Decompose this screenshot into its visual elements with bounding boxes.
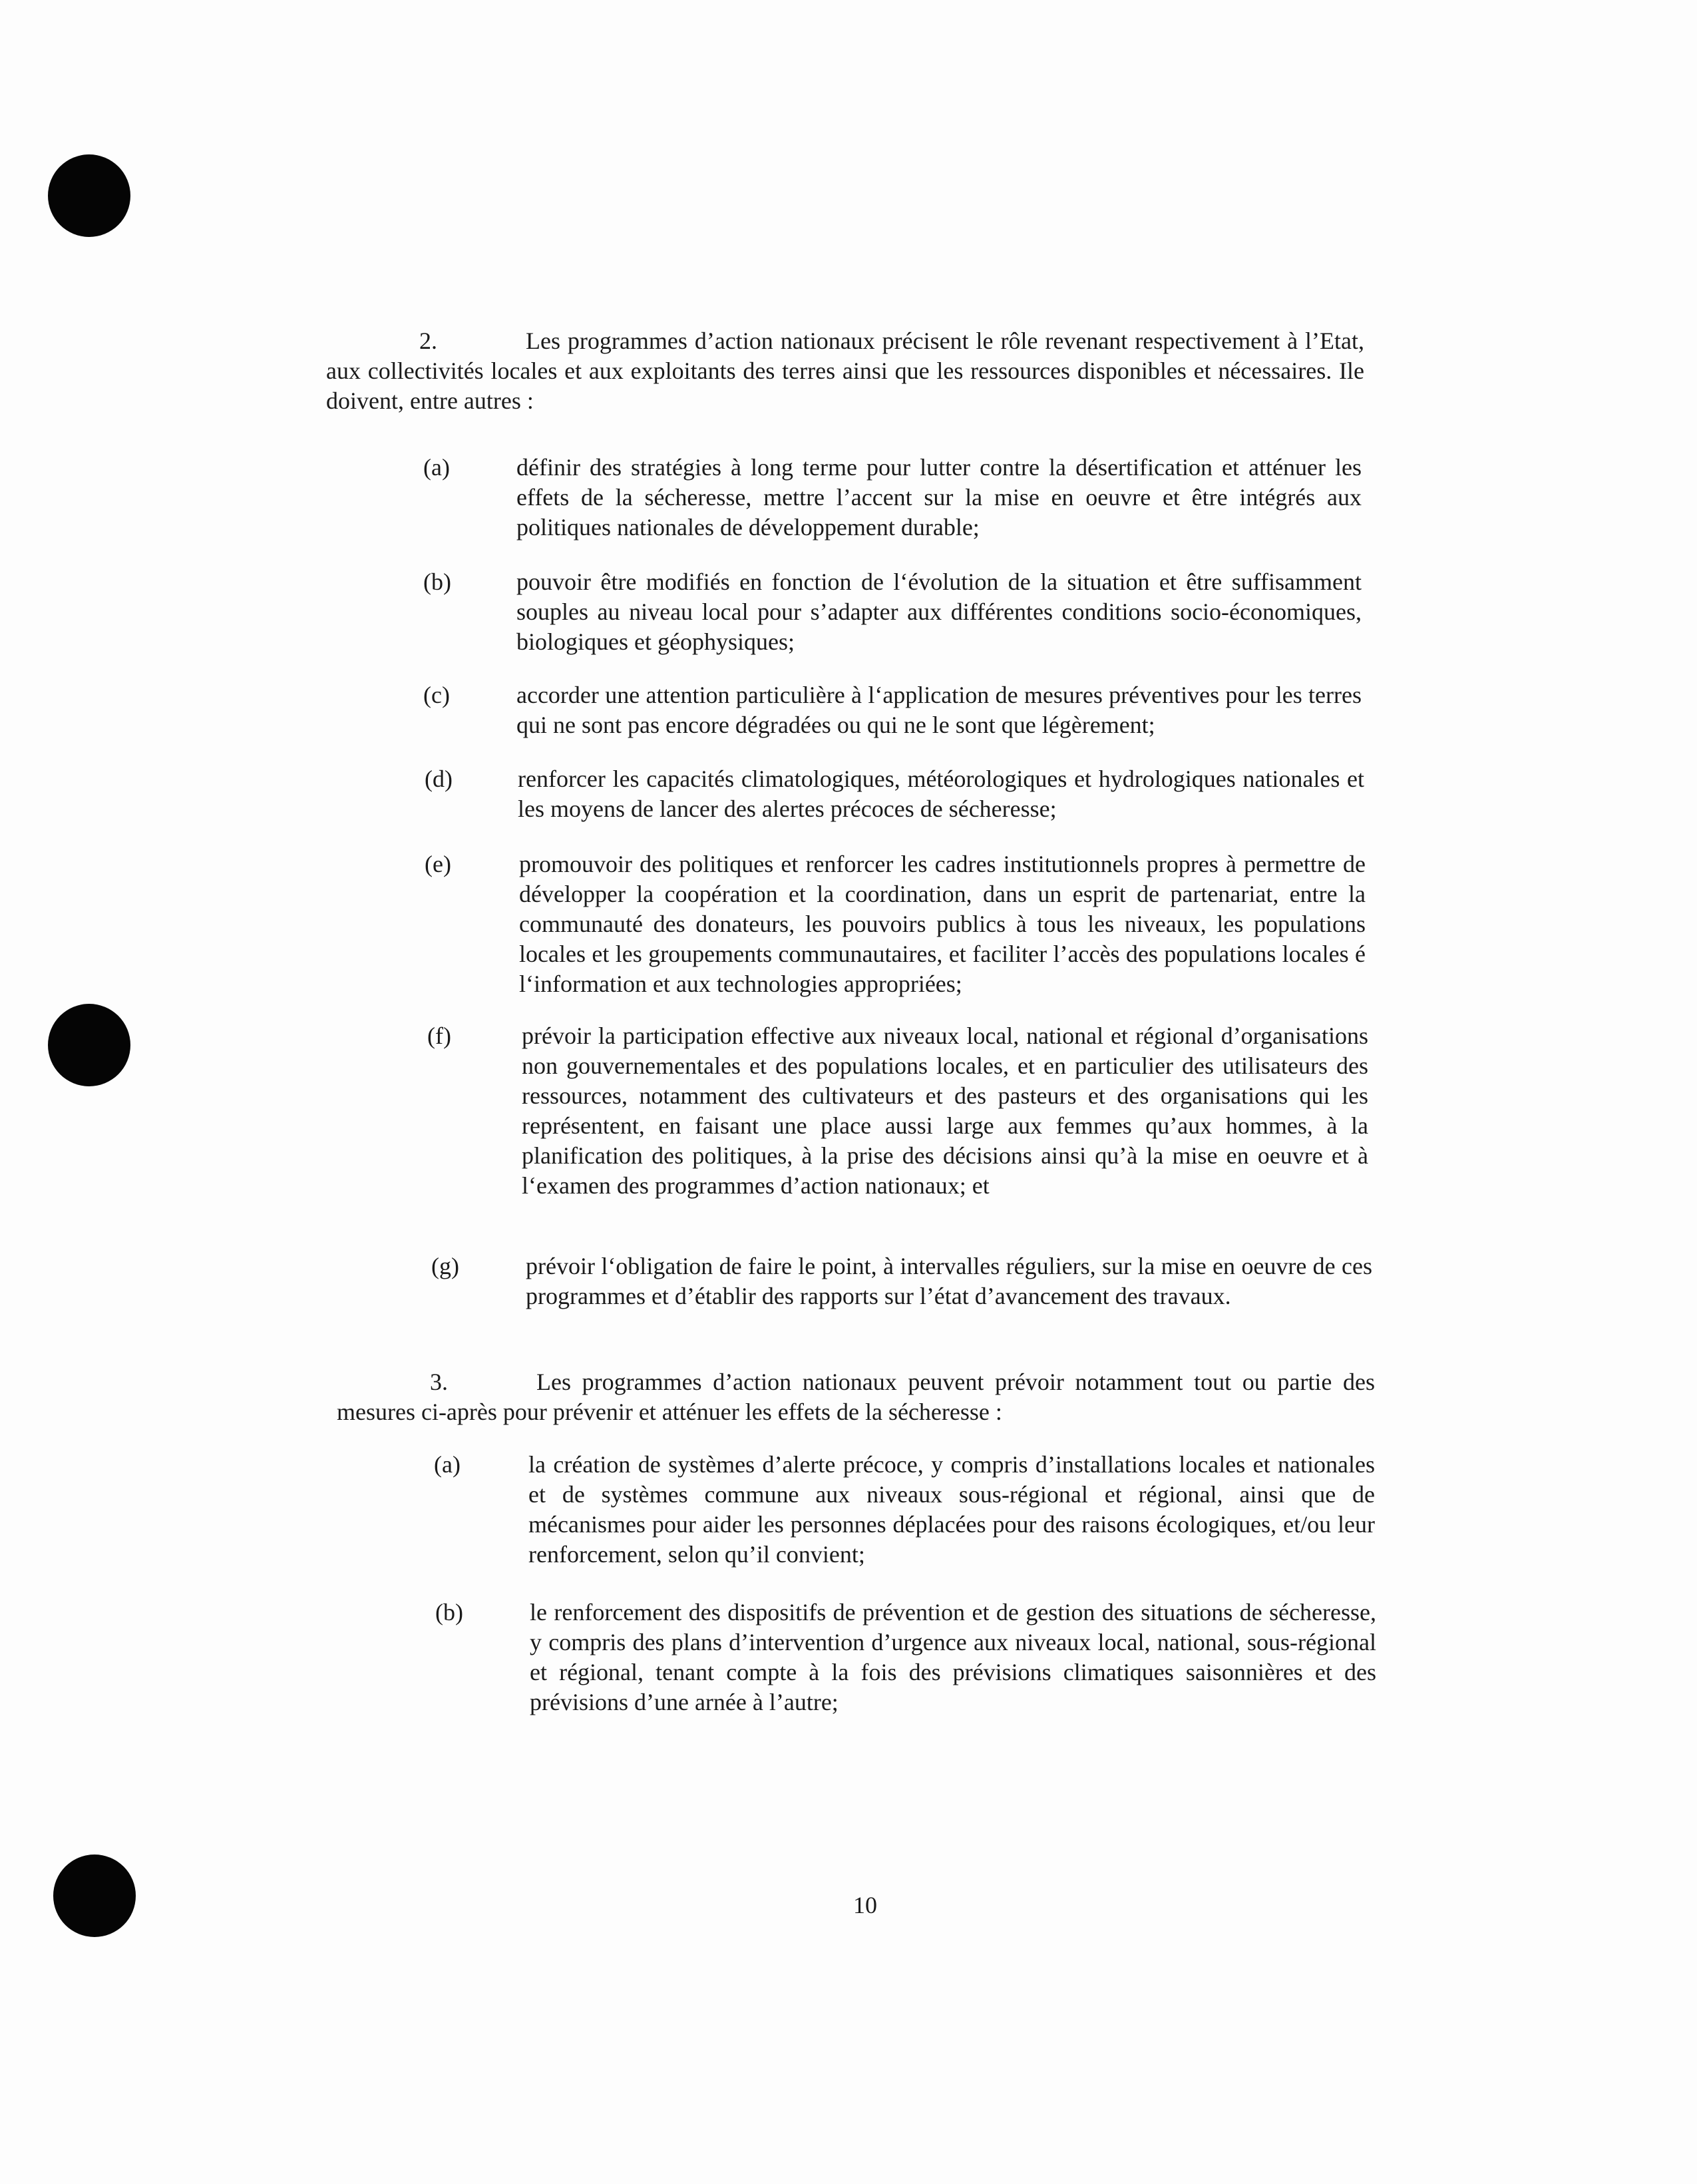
item-label: (b)	[423, 568, 451, 595]
punch-hole-top	[48, 154, 130, 237]
item-label: (g)	[431, 1253, 459, 1279]
item-text: renforcer les capacités climatologiques, météorologiques et hydrologiques nationales et les moyens de lancer des alertes précoces de sécheresse;	[518, 765, 1364, 822]
item-text: prévoir la participation effective aux niveaux local, national et régional d’organisations non gouvernementales et des populations locales, et en particulier des utilisateurs des ressources, notamment des cultivateurs et des pasteurs et des organisations qui les représentent, en faisant une place aussi large aux femmes qu’aux hommes, à la planification des politiques, à la prise des décisions ainsi qu’à la mise en oeuvre et à l‘examen des programmes d’action nationaux; et	[522, 1022, 1368, 1199]
item-label: (b)	[435, 1599, 463, 1626]
item-text: accorder une attention particulière à l‘application de mesures préventives pour les terres qui ne sont pas encore dégradées ou qui ne le sont que légèrement;	[516, 682, 1362, 738]
punch-hole-middle	[48, 1004, 130, 1086]
item-text: définir des stratégies à long terme pour lutter contre la désertification et atténuer les effets de la sécheresse, mettre l’accent sur la mise en oeuvre et être intégrés aux politiques nationales de développement durable;	[516, 454, 1362, 541]
paragraph-text: Les programmes d’action nationaux peuvent prévoir notamment tout ou partie des mesures ci-après pour prévenir et atténuer les effets de la sécheresse :	[337, 1369, 1375, 1425]
item-text: promouvoir des politiques et renforcer les cadres institutionnels propres à permettre de développer la coopération et la coordination, dans un esprit de partenariat, entre la communauté des donateurs, les pouvoirs publics à tous les niveaux, les populations locales et les groupements communautaires, et faciliter l’accès des populations locales é l‘information et aux technologies appropriées;	[519, 851, 1366, 997]
item-label: (a)	[423, 454, 450, 481]
item-text: prévoir l‘obligation de faire le point, à intervalles réguliers, sur la mise en oeuvre de ces programmes et d’établir des rapports sur l’état d’avancement des travaux.	[526, 1253, 1372, 1309]
item-label: (a)	[434, 1451, 461, 1478]
item-label: (c)	[423, 682, 450, 708]
paragraph-number: 2.	[419, 328, 437, 354]
item-label: (d)	[425, 765, 453, 792]
paragraph-2	[326, 326, 1364, 416]
item-text: pouvoir être modifiés en fonction de l‘évolution de la situation et être suffisamment souples au niveau local pour s’adapter aux différentes conditions socio-économiques, biologiques et géophysiques;	[516, 568, 1362, 655]
punch-hole-bottom	[53, 1855, 136, 1937]
item-text: la création de systèmes d’alerte précoce, y compris d’installations locales et nationales et de systèmes commune aux niveaux sous-régional et régional, ainsi que de mécanismes pour aider les personnes déplacées pour des raisons écologiques, et/ou leur renforcement, selon qu’il convient;	[528, 1451, 1375, 1568]
page-number: 10	[853, 1892, 877, 1918]
paragraph-text: Les programmes d’action nationaux précisent le rôle revenant respectivement à l’Etat, aux collectivités locales et aux exploitants des terres ainsi que les ressources disponibles et nécessaires. Ile doivent, entre autres :	[326, 328, 1364, 414]
item-text: le renforcement des dispositifs de prévention et de gestion des situations de sécheresse, y compris des plans d’intervention d’urgence aux niveaux local, national, sous-régional et régional, tenant compte à la fois des prévisions climatiques saisonnières et des prévisions d’une arnée à l’autre;	[530, 1599, 1376, 1715]
item-label: (f)	[427, 1022, 451, 1049]
paragraph-number: 3.	[430, 1369, 448, 1395]
paragraph-3	[337, 1367, 1375, 1427]
item-label: (e)	[425, 851, 451, 877]
